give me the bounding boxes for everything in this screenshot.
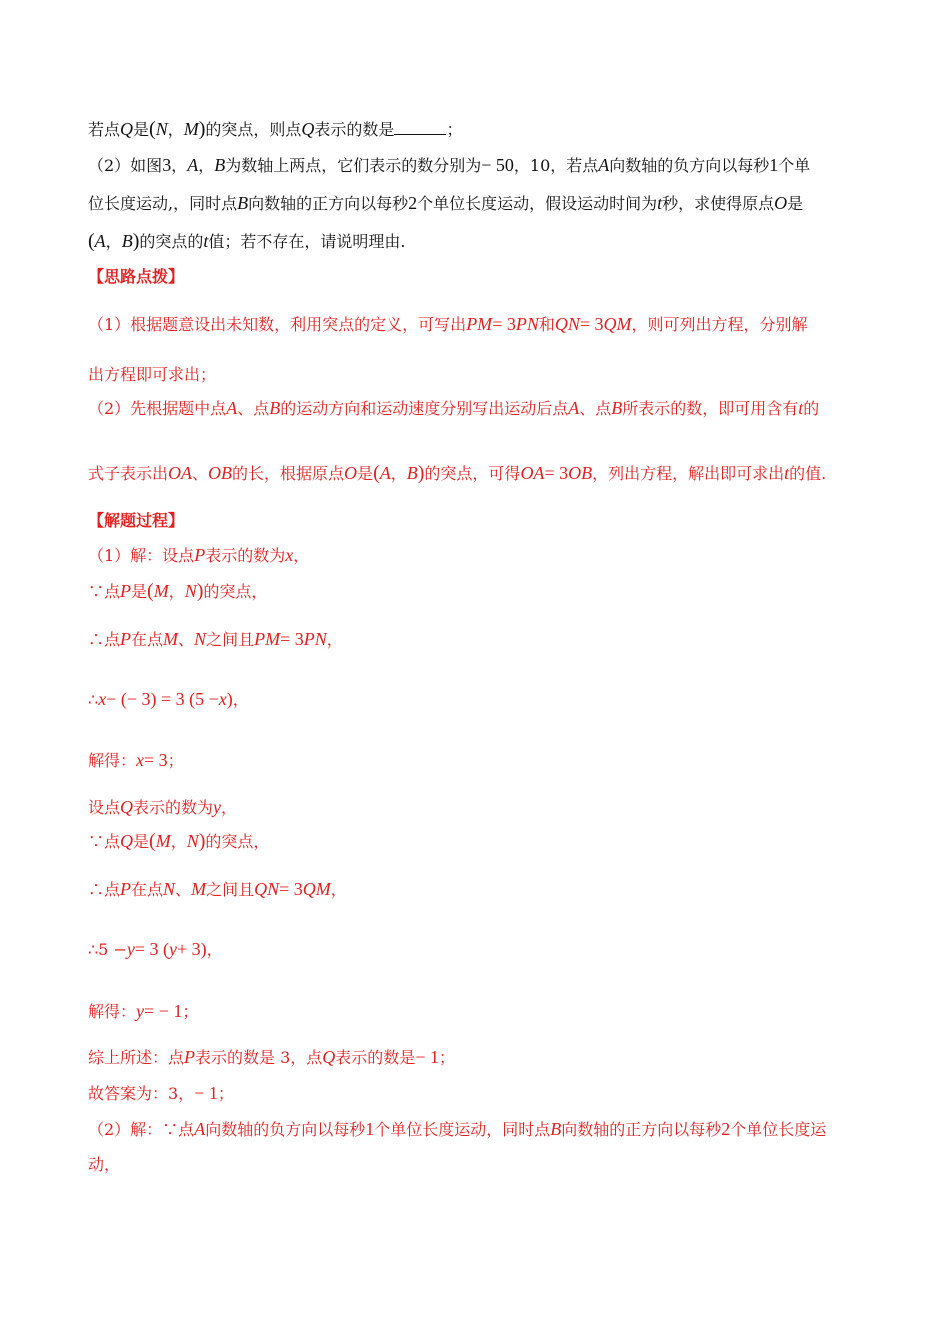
text: ，列出方程，解出即可求出 (592, 464, 785, 483)
var-n: N (155, 119, 168, 139)
math: − (− 3) = 3 (5 − (106, 689, 219, 709)
paren: ) (198, 118, 206, 140)
var-b: B (611, 398, 623, 418)
paren: ( (147, 580, 154, 602)
text: 所表示的数，即可用含有 (622, 399, 799, 418)
text: 的突点， (203, 582, 268, 601)
var-n: N (186, 831, 199, 851)
paren: ( (88, 230, 95, 252)
math: = 3 (279, 879, 303, 899)
math: OB (208, 463, 233, 483)
solution-line-2 (88, 580, 267, 603)
var-q: Q (301, 119, 315, 139)
var-p: P (120, 581, 132, 601)
var-x: x (98, 689, 107, 709)
text: （1）根据题意设出未知数，利用突点的定义，可写出 (88, 315, 467, 334)
var-m: M (191, 879, 207, 899)
var-t: t (798, 398, 804, 418)
text: 值；若不存在，请说明理由. (208, 232, 406, 251)
text: 之间且 (206, 630, 255, 649)
text: ∵点 (88, 832, 121, 851)
text: ， (168, 582, 185, 601)
text: 是 (133, 832, 150, 851)
paren: ) (132, 230, 140, 252)
paren: ( (373, 462, 380, 484)
var-a: A (379, 463, 391, 483)
text: 是 (357, 464, 374, 483)
text: ， (167, 120, 184, 139)
text: ； (217, 1084, 234, 1103)
text: ； (167, 751, 184, 770)
text: 式子表示出 (88, 464, 169, 483)
solution-line-6 (88, 796, 237, 819)
solution-line-12 (88, 1082, 234, 1105)
number: 2 (721, 1119, 731, 1139)
math: + 3) (177, 939, 207, 959)
text: 向数轴的负方向以每秒 (205, 1120, 366, 1139)
text: ， (198, 156, 215, 175)
var-q: Q (120, 119, 134, 139)
var-y: y (169, 939, 178, 959)
math: PM (254, 629, 281, 649)
text: 故答案为：3， (88, 1084, 195, 1103)
var-m: M (163, 629, 179, 649)
text: 、 (192, 464, 209, 483)
text: ， (293, 546, 310, 565)
math: OB (568, 463, 593, 483)
problem-line-1 (88, 118, 462, 141)
number: 2 (408, 193, 418, 213)
math: = 3 ( (134, 939, 170, 959)
math: QN (554, 314, 580, 334)
number: 1 (365, 1119, 375, 1139)
text: 设点 (88, 798, 121, 817)
solution-line-1 (88, 544, 309, 567)
text: ∴5 − (88, 940, 127, 959)
var-y: y (126, 939, 135, 959)
var-a: A (94, 231, 106, 251)
var-o: O (344, 463, 358, 483)
problem-line-4 (88, 230, 405, 253)
text: 个单位长度运动，假设运动时间为 (417, 194, 658, 213)
solution-line-3 (88, 628, 343, 651)
text: 表示的数是 (335, 1048, 416, 1067)
var-m: M (153, 581, 169, 601)
text: ， (170, 832, 187, 851)
text: 、点 (237, 399, 270, 418)
hint-title: 【思路点拨】 (88, 267, 185, 286)
text: 、 (175, 880, 192, 899)
var-y: y (213, 797, 222, 817)
math: QM (603, 314, 632, 334)
hint-line-3 (88, 397, 819, 420)
math: = 3 (544, 463, 569, 483)
text: 位长度运动,，同时点 (88, 194, 238, 213)
math: QM (302, 879, 331, 899)
text: 个单位长度运 (730, 1120, 827, 1139)
var-q: Q (120, 797, 134, 817)
var-a: A (187, 155, 199, 175)
solution-line-13 (88, 1118, 826, 1141)
text: 表示的数是 3，点 (195, 1048, 323, 1067)
var-a: A (598, 155, 610, 175)
var-a: A (568, 398, 580, 418)
text: 向数轴的负方向以每秒 (609, 156, 770, 175)
paren: ( (149, 118, 156, 140)
var-t: t (657, 193, 663, 213)
var-x: x (218, 689, 227, 709)
var-a: A (226, 398, 238, 418)
math: ) (226, 689, 233, 709)
var-b: B (406, 463, 418, 483)
number: 1 (769, 155, 779, 175)
text: 解得： (88, 751, 137, 770)
text: 的运动方向和运动速度分别写出运动后点 (280, 399, 569, 418)
text: 和 (538, 315, 555, 334)
solution-line-9 (88, 938, 223, 961)
math: PN (303, 629, 327, 649)
text: ，则可列出方程，分别解 (631, 315, 808, 334)
problem-line-3 (88, 192, 803, 215)
var-x: x (136, 750, 145, 770)
text: ， (221, 798, 238, 817)
text: 解得： (88, 1002, 137, 1021)
number: − 50 (481, 155, 514, 175)
text: ， (326, 630, 343, 649)
var-q: Q (322, 1047, 336, 1067)
math: OA (520, 463, 545, 483)
solution-line-14: 动， (88, 1155, 121, 1174)
solution-line-8 (88, 878, 347, 901)
text: ，10，若点 (513, 156, 599, 175)
text: 向数轴的正方向以每秒 (561, 1120, 722, 1139)
text: ， (330, 880, 347, 899)
text: （2）如图 (88, 156, 163, 175)
text: 的突点， (205, 832, 270, 851)
text: ； (446, 120, 463, 139)
paren: ) (198, 830, 206, 852)
solution-line-5 (88, 749, 184, 772)
solution-line-11 (88, 1046, 455, 1069)
number: − 1 (194, 1083, 218, 1103)
var-p: P (120, 629, 132, 649)
text: 是 (133, 120, 150, 139)
hint-line-1 (88, 313, 808, 336)
math: = 3 (144, 750, 168, 770)
text: 的 (803, 399, 820, 418)
text: 表示的数为 (205, 546, 286, 565)
text: ； (438, 1048, 455, 1067)
math: PM (466, 314, 493, 334)
var-p: P (194, 545, 206, 565)
text: 秒，求使得原点 (662, 194, 775, 213)
text: 个单位长度运动，同时点 (374, 1120, 551, 1139)
var-b: B (269, 398, 281, 418)
var-n: N (163, 879, 176, 899)
text: 、 (178, 630, 195, 649)
var-b: B (121, 231, 133, 251)
text: 在点 (131, 630, 164, 649)
text: 向数轴的正方向以每秒 (248, 194, 409, 213)
solution-line-7 (88, 830, 269, 853)
text: ， (105, 232, 122, 251)
number: 3 (162, 155, 172, 175)
text: ； (182, 1002, 199, 1021)
math: = 3 (579, 314, 604, 334)
math: = 3 (280, 629, 304, 649)
text: 综上所述：点 (88, 1048, 185, 1067)
text: 表示的数是 (314, 120, 395, 139)
var-o: O (774, 193, 788, 213)
var-p: P (120, 879, 132, 899)
text: 的突点，可得 (424, 464, 521, 483)
text: 在点 (131, 880, 164, 899)
var-x: x (285, 545, 294, 565)
answer-blank (394, 120, 446, 135)
text: 若点 (88, 120, 121, 139)
paren: ( (149, 830, 156, 852)
text: 的突点的 (139, 232, 204, 251)
text: ∴点 (88, 880, 121, 899)
var-b: B (214, 155, 226, 175)
solution-line-10 (88, 1000, 198, 1023)
var-p: P (184, 1047, 196, 1067)
solution-title: 【解题过程】 (88, 511, 185, 530)
text: 的突点，则点 (205, 120, 302, 139)
math: = − 1 (144, 1001, 183, 1021)
text: ∴点 (88, 630, 121, 649)
var-m: M (155, 831, 171, 851)
var-m: M (183, 119, 199, 139)
text: 为数轴上两点，它们表示的数分别为 (225, 156, 482, 175)
math: OA (168, 463, 193, 483)
var-t: t (203, 231, 209, 251)
var-b: B (237, 193, 249, 213)
text: 的长，根据原点 (232, 464, 345, 483)
number: − 1 (415, 1047, 439, 1067)
text: 表示的数为 (133, 798, 214, 817)
text: 是 (787, 194, 804, 213)
text: ∴ (88, 690, 99, 709)
text: 个单 (778, 156, 811, 175)
hint-line-4 (88, 462, 826, 485)
text: （1）解：设点 (88, 546, 195, 565)
paren: ) (196, 580, 204, 602)
problem-line-2 (88, 154, 810, 177)
text: 的值. (789, 464, 827, 483)
math: QN (254, 879, 280, 899)
hint-line-2: 出方程即可求出； (88, 365, 217, 384)
text: 是 (131, 582, 148, 601)
text: ， (206, 940, 223, 959)
text: ， (232, 690, 249, 709)
text: ∵点 (88, 582, 121, 601)
text: ， (171, 156, 188, 175)
var-n: N (184, 581, 197, 601)
text: ， (390, 464, 407, 483)
var-t: t (784, 463, 790, 483)
solution-line-4 (88, 688, 249, 711)
var-y: y (136, 1001, 145, 1021)
math: = 3 (492, 314, 516, 334)
var-a: A (194, 1119, 206, 1139)
var-b: B (550, 1119, 562, 1139)
text: （2）解：∵点 (88, 1120, 195, 1139)
math: PN (515, 314, 539, 334)
paren: ) (417, 462, 425, 484)
text: 、点 (579, 399, 612, 418)
text: （2）先根据题中点 (88, 399, 227, 418)
text: 之间且 (206, 880, 255, 899)
var-q: Q (120, 831, 134, 851)
var-n: N (194, 629, 207, 649)
